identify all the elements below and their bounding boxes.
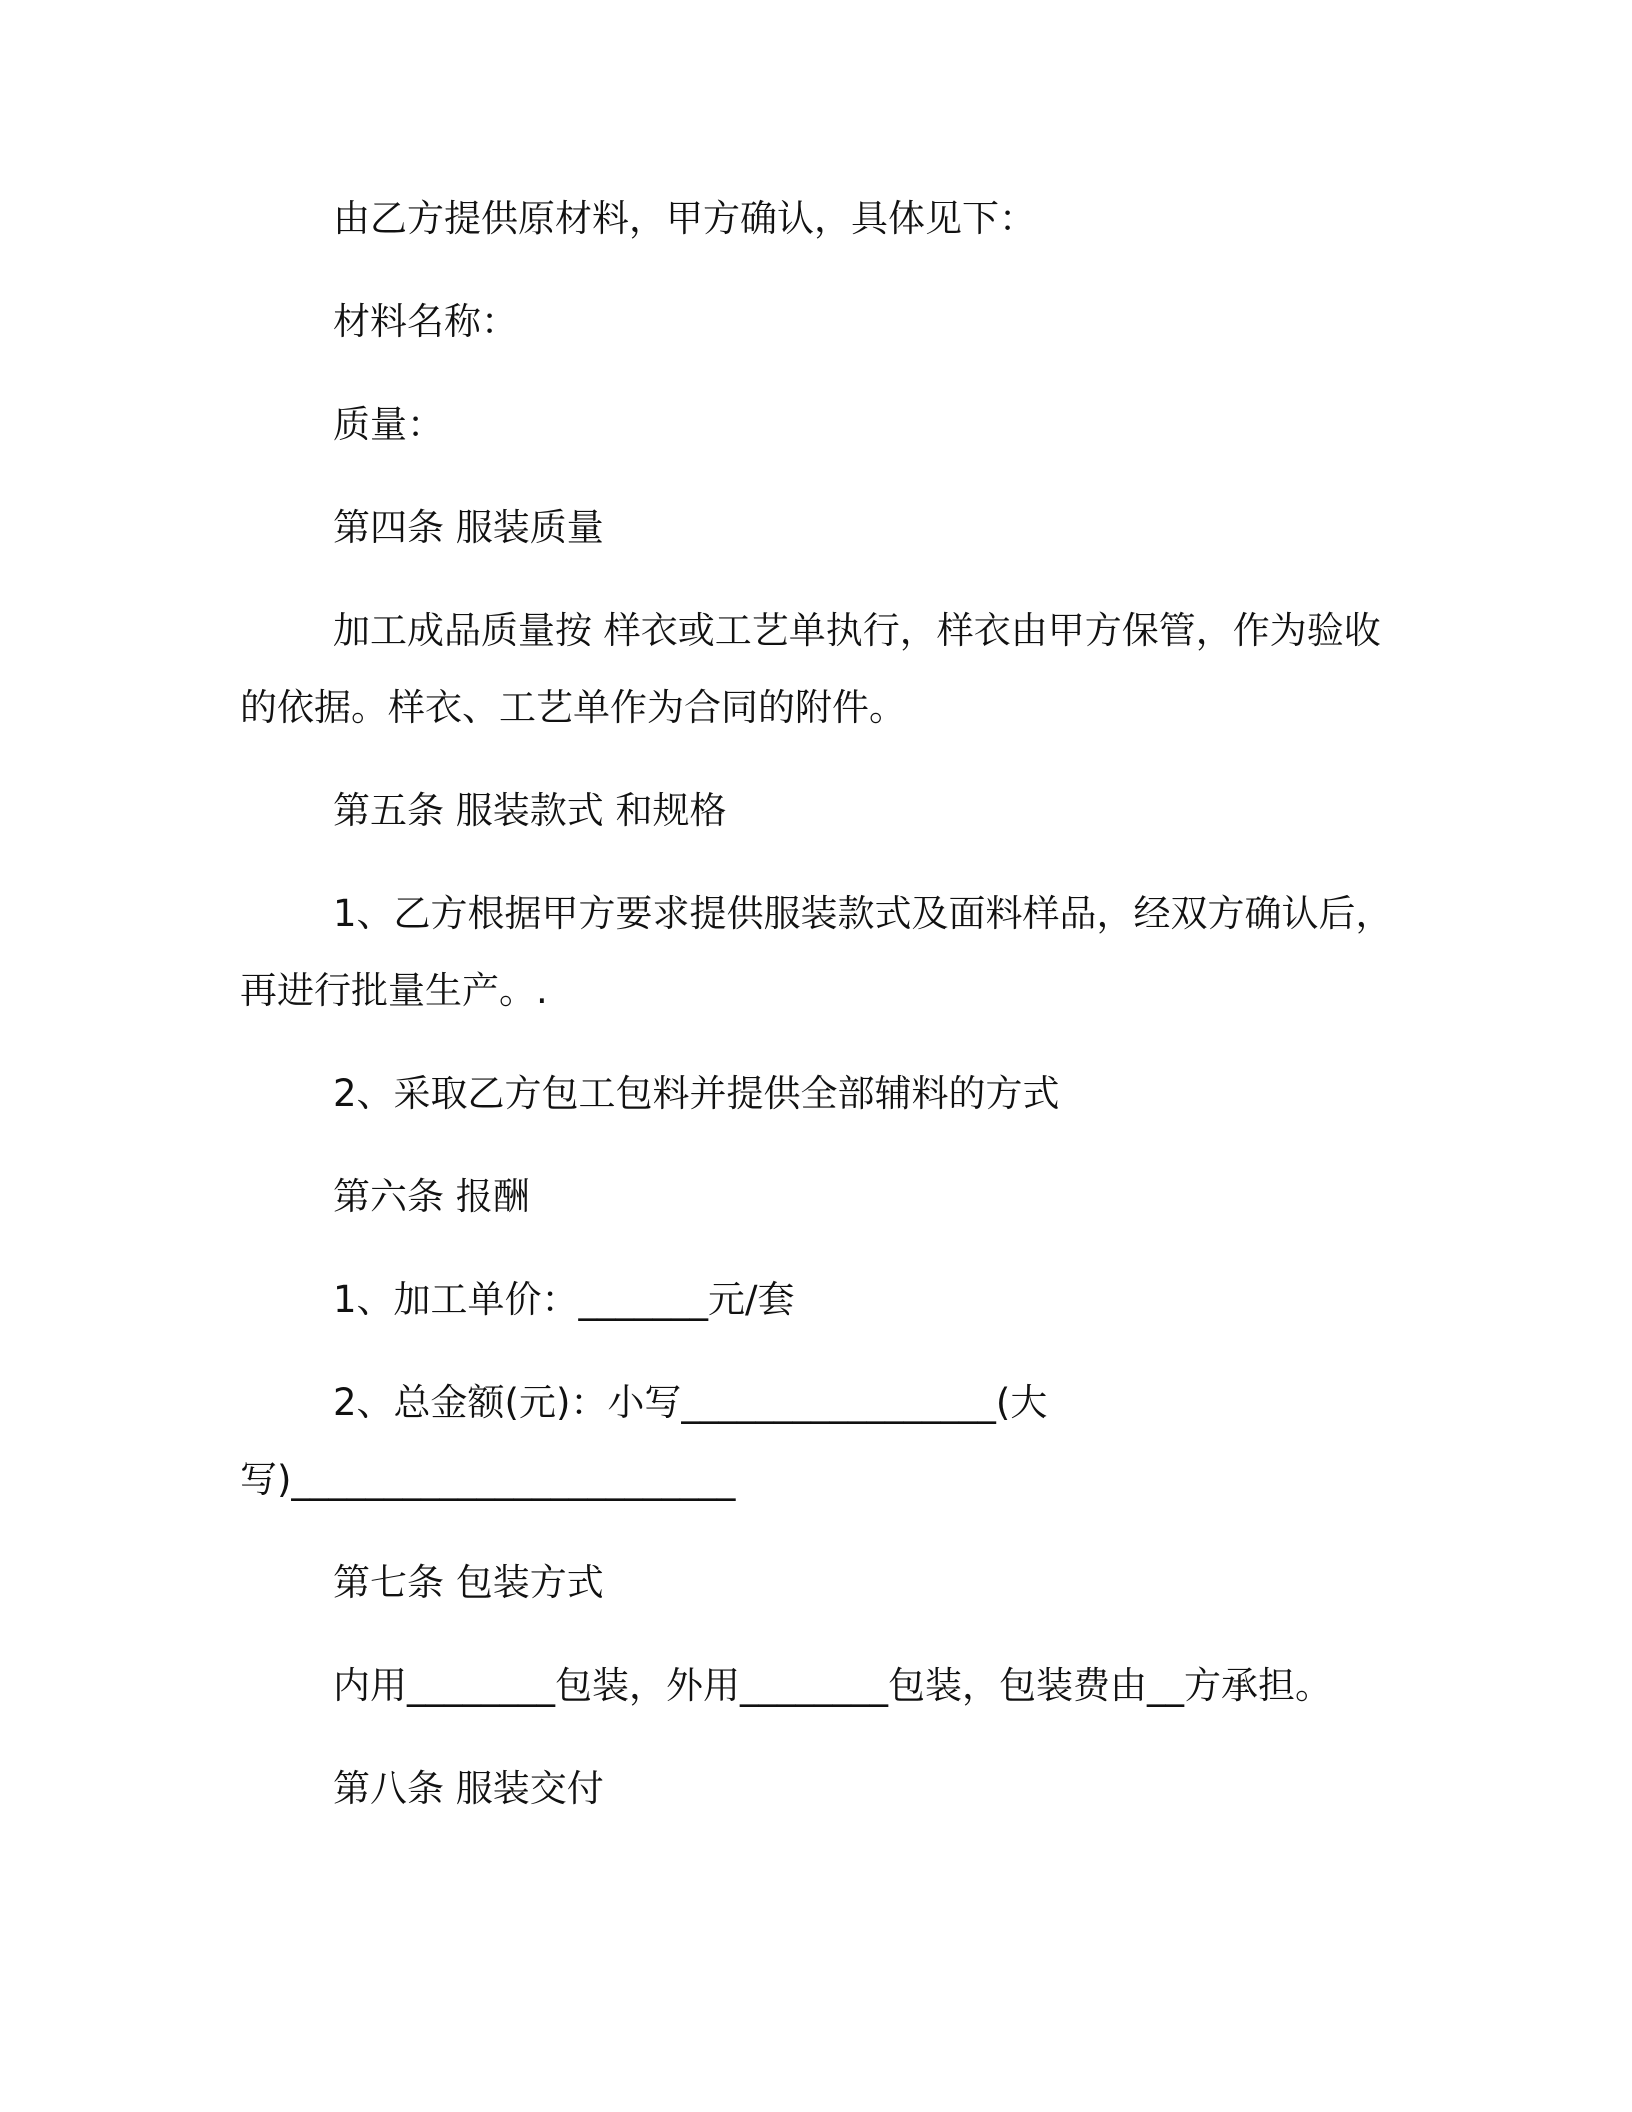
heading-article-6: 第六条 报酬 [333, 1175, 530, 1218]
paragraph-style-item-2: 2、采取乙方包工包料并提供全部辅料的方式 [333, 1072, 1060, 1115]
paragraph-material-intro: 由乙方提供原材料，甲方确认，具体见下： [333, 197, 1036, 240]
paragraph-quality-standard-line-2: 的依据。样衣、工艺单作为合同的附件。 [240, 686, 906, 729]
heading-article-7: 第七条 包装方式 [333, 1561, 604, 1604]
paragraph-quality-standard-line-1: 加工成品质量按 样衣或工艺单执行，样衣由甲方保管，作为验收 [333, 609, 1381, 652]
paragraph-unit-price: 1、加工单价：_______元/套 [333, 1278, 795, 1321]
paragraph-style-item-1-line-2: 再进行批量生产。. [240, 969, 548, 1012]
heading-article-8: 第八条 服装交付 [333, 1767, 604, 1810]
paragraph-packaging: 内用________包装，外用________包装，包装费由__方承担。 [333, 1664, 1332, 1707]
paragraph-quality: 质量： [333, 403, 444, 446]
paragraph-total-amount-line-2: 写)________________________ [240, 1458, 736, 1501]
paragraph-total-amount-line-1: 2、总金额(元)：小写_________________(大 [333, 1381, 1048, 1424]
paragraph-material-name: 材料名称： [333, 300, 518, 343]
heading-article-5: 第五条 服装款式 和规格 [333, 789, 727, 832]
heading-article-4: 第四条 服装质量 [333, 506, 604, 549]
paragraph-style-item-1-line-1: 1、乙方根据甲方要求提供服装款式及面料样品，经双方确认后， [333, 892, 1393, 935]
